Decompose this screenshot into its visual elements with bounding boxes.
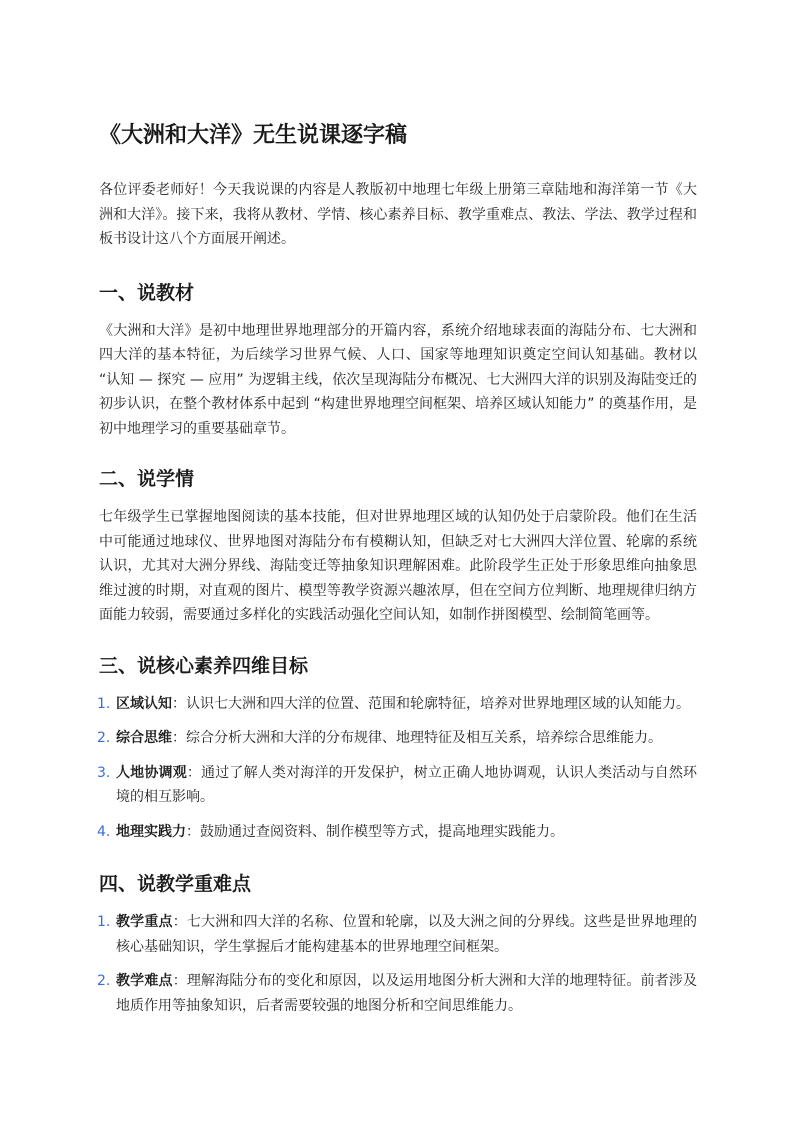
list-number: 3. xyxy=(97,764,111,781)
section-title-textbook: 一、说教材 xyxy=(99,281,195,304)
intro-paragraph: 各位评委老师好！今天我说课的内容是人教版初中地理七年级上册第三章陆地和海洋第一节《大洲和大洋》。接下来，我将从教材、学情、核心素养目标、教学重难点、教法、学法、教学过程和板书设计这八个方面展开阐述。 xyxy=(99,182,697,247)
document-title: 《大洲和大洋》无生说课逐字稿 xyxy=(99,123,408,148)
section-title-key-difficult-points: 四、说教学重难点 xyxy=(99,873,252,895)
list-text: ：认识七大洲和四大洋的位置、范围和轮廓特征，培养对世界地理区域的认知能力。 xyxy=(172,695,690,712)
list-text: ：综合分析大洲和大洋的分布规律、地理特征及相互关系，培养综合思维能力。 xyxy=(172,730,662,746)
list-text: ：鼓励通过查阅资料、制作模型等方式，提高地理实践能力。 xyxy=(186,823,564,840)
list-item xyxy=(99,969,697,1018)
list-text: ：七大洲和四大洋的名称、位置和轮廓，以及大洲之间的分界线。这些是世界地理的核心基础知识，学生掌握后才能构建基本的世界地理空间框架。 xyxy=(116,914,698,955)
list-item xyxy=(99,761,697,810)
list-item xyxy=(99,726,697,751)
objectives-list xyxy=(99,692,697,845)
list-item xyxy=(99,692,697,717)
list-number: 2. xyxy=(97,973,111,989)
list-number: 2. xyxy=(97,730,111,746)
section-title-core-objectives: 三、说核心素养四维目标 xyxy=(99,654,309,677)
list-item xyxy=(99,910,697,959)
list-term: 地理实践力 xyxy=(116,823,186,840)
list-term: 教学重点 xyxy=(116,914,173,930)
list-text: ：理解海陆分布的变化和原因，以及运用地图分析大洲和大洋的地理特征。前者涉及地质作用等抽象知识，后者需要较强的地图分析和空间思维能力。 xyxy=(116,973,698,1014)
list-number: 1. xyxy=(97,914,111,930)
list-term: 教学难点 xyxy=(116,973,173,989)
list-term: 综合思维 xyxy=(116,730,172,746)
key-points-list xyxy=(99,910,697,1018)
list-text: ：通过了解人类对海洋的开发保护，树立正确人地协调观，认识人类活动与自然环境的相互影响。 xyxy=(116,764,697,805)
list-number: 1. xyxy=(97,695,111,712)
section-paragraph-textbook: 《大洲和大洋》是初中地理世界地理部分的开篇内容，系统介绍地球表面的海陆分布、七大洲和四大洋的基本特征，为后续学习世界气候、人口、国家等地理知识奠定空间认知基础。教材以 “认知 — 探究 — 应用” 为逻辑主线，依次呈现海陆分布概况、七大洲四大洋的识别及海陆变迁的初步认识，在整个教材体系中起到 “构建世界地理空间框架、培养区域认知能力” 的奠基作用，是初中地理学习的重要基础章节。 xyxy=(99,322,697,437)
section-paragraph-student-analysis: 七年级学生已掌握地图阅读的基本技能，但对世界地理区域的认知仍处于启蒙阶段。他们在生活中可能通过地球仪、世界地图对海陆分布有模糊认知，但缺乏对七大洲四大洋位置、轮廓的系统认识，尤其对大洲分界线、海陆变迁等抽象知识理解困难。此阶段学生正处于形象思维向抽象思维过渡的时期，对直观的图片、模型等教学资源兴趣浓厚，但在空间方位判断、地理规律归纳方面能力较弱，需要通过多样化的实践活动强化空间认知，如制作拼图模型、绘制简笔画等。 xyxy=(99,509,697,623)
list-term: 区域认知 xyxy=(116,695,172,712)
section-title-student-analysis: 二、说学情 xyxy=(99,468,195,490)
list-item xyxy=(99,820,697,845)
list-number: 4. xyxy=(97,823,111,840)
list-term: 人地协调观 xyxy=(116,764,187,781)
